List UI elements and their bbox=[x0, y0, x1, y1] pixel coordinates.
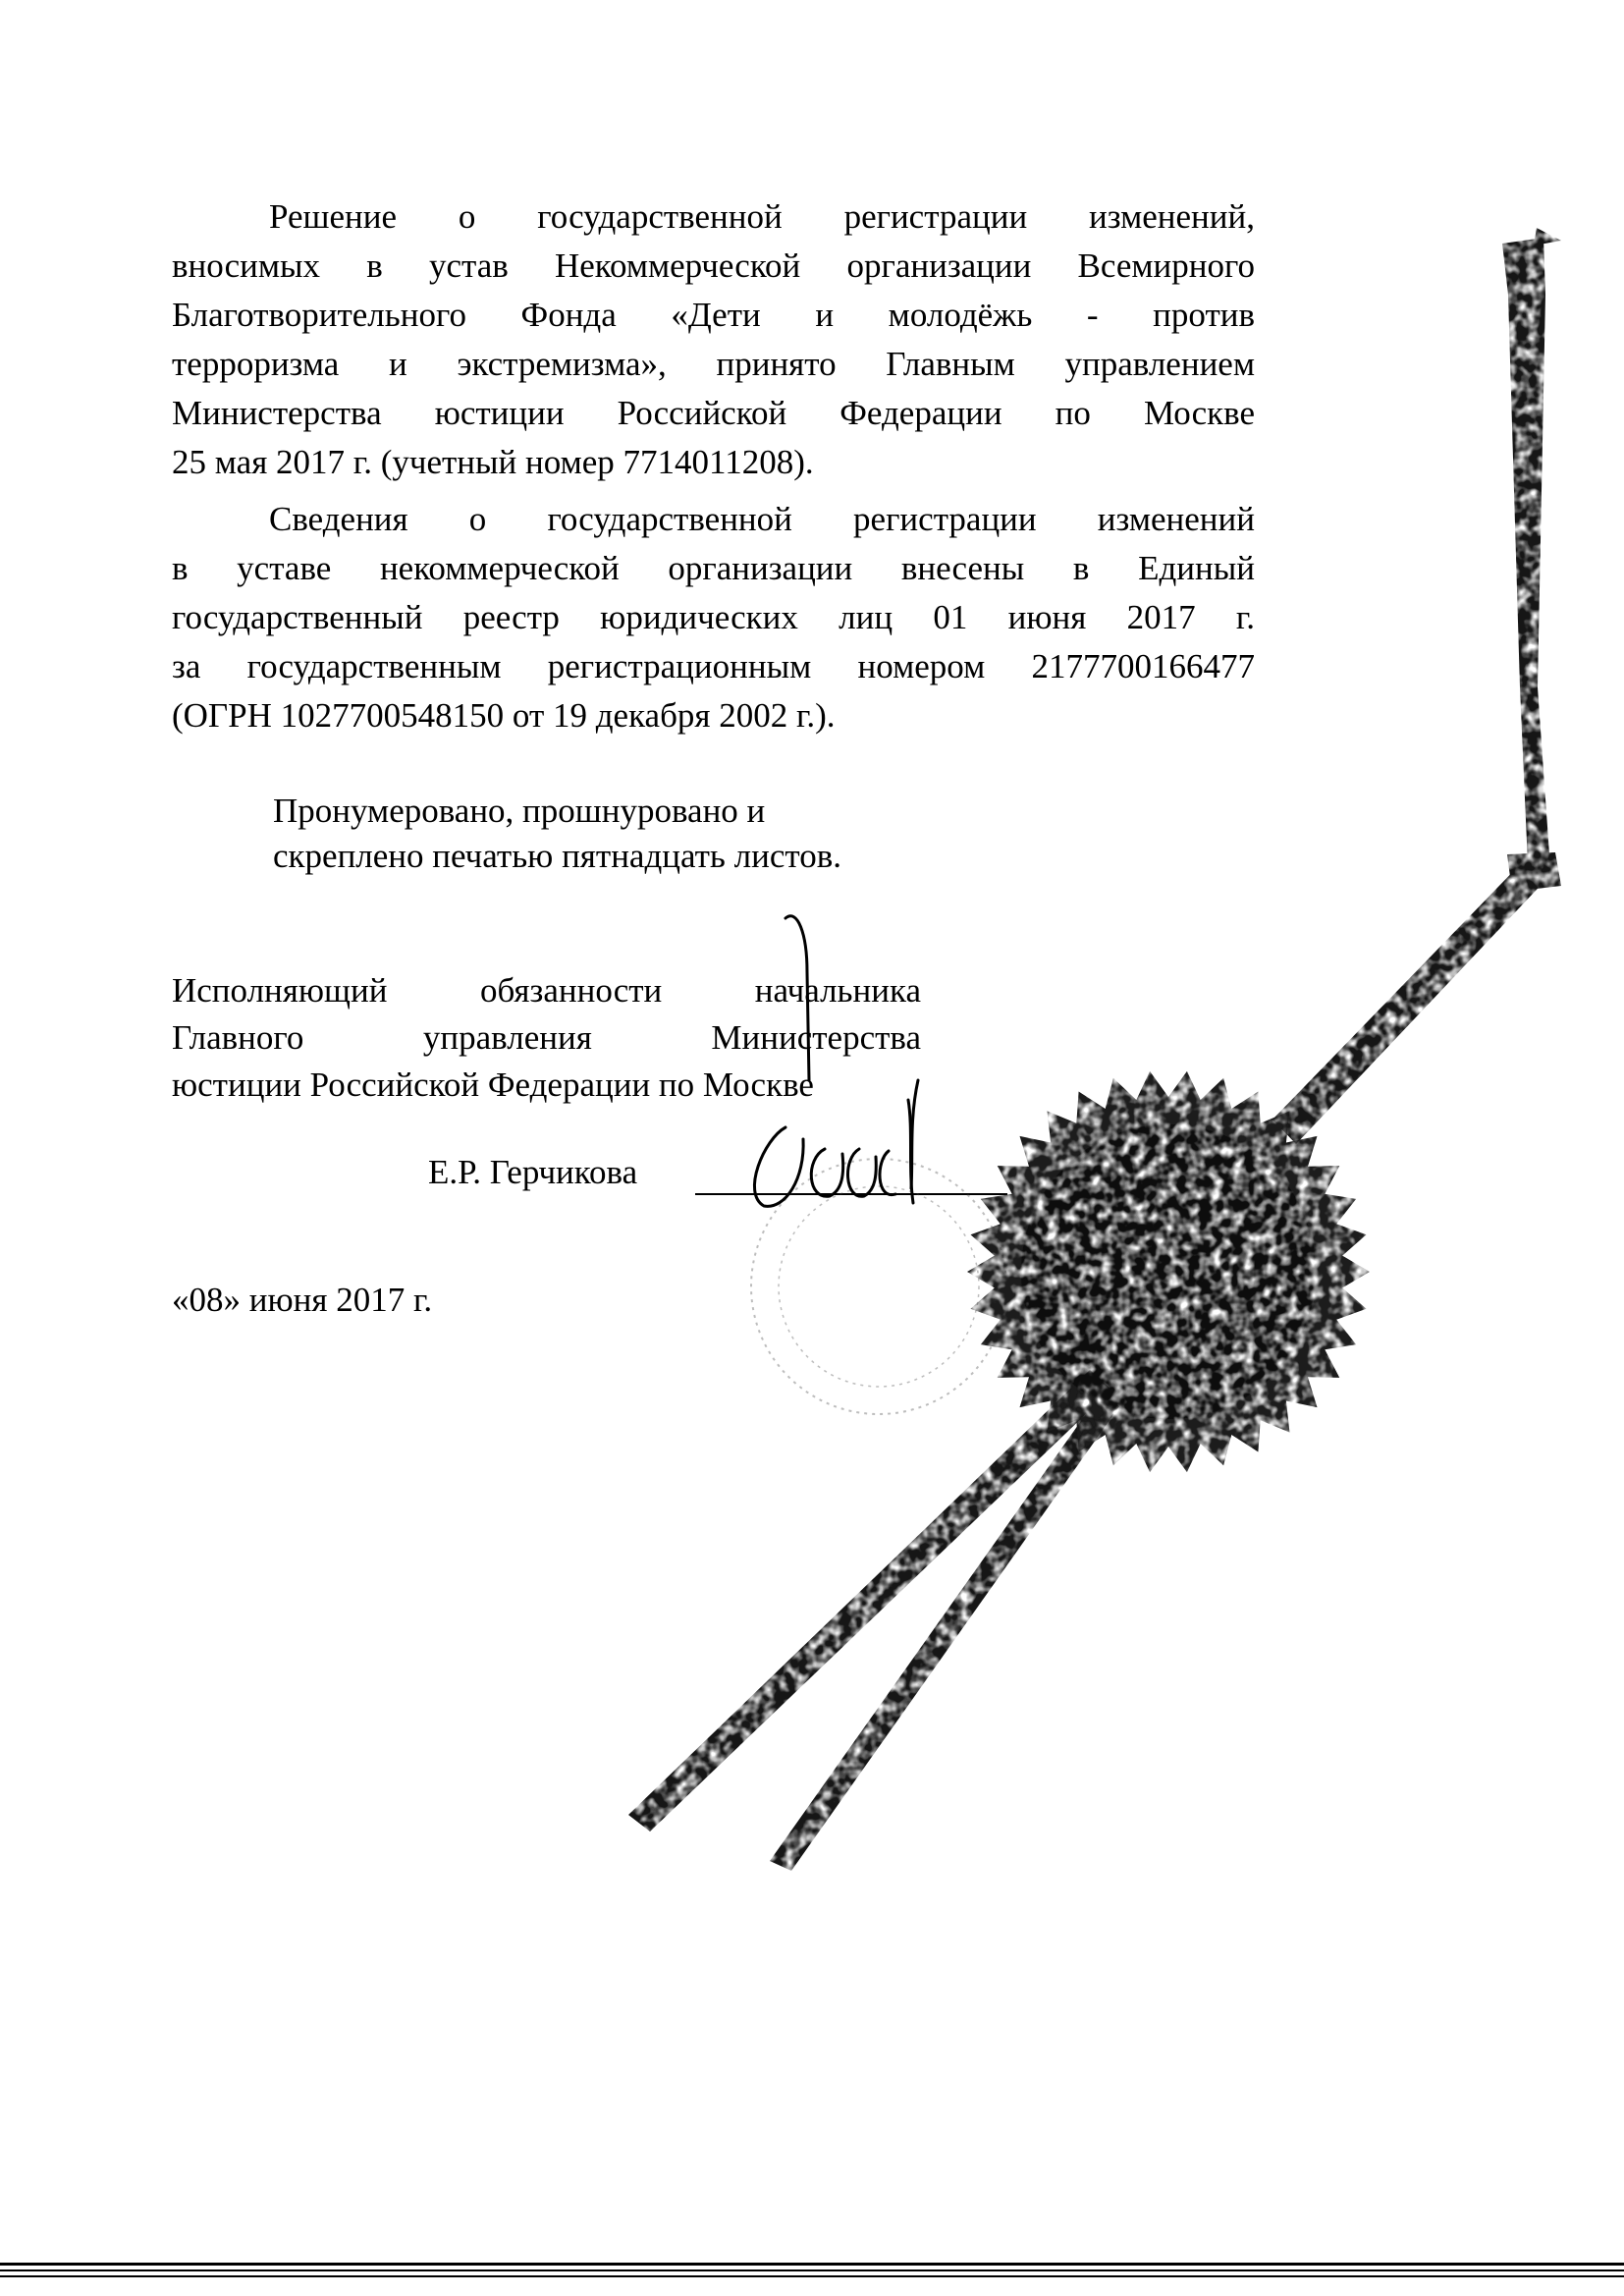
binding-note-line: Пронумеровано, прошнуровано и bbox=[273, 792, 766, 830]
paragraph-line: Решение о государственной регистрации изменений, bbox=[269, 197, 1255, 236]
paragraph-line: за государственным регистрационным номером 2177700166477 bbox=[172, 647, 1255, 685]
paragraph-line: (ОГРН 1027700548150 от 19 декабря 2002 г.). bbox=[172, 696, 836, 735]
paragraph-line: в уставе некоммерческой организации внесены в Единый bbox=[172, 549, 1255, 587]
paragraph-line: вносимых в устав Некоммерческой организации Всемирного bbox=[172, 246, 1255, 285]
binding-note bbox=[273, 789, 841, 879]
registration-decision-paragraph bbox=[172, 192, 1255, 487]
signatory-title-line: юстиции Российской Федерации по Москве bbox=[172, 1066, 814, 1104]
signatory-title-line: Главного управления Министерства bbox=[172, 1018, 921, 1057]
paragraph-line: 25 мая 2017 г. (учетный номер 7714011208). bbox=[172, 443, 814, 481]
paragraph-line: Сведения о государственной регистрации изменений bbox=[269, 500, 1255, 538]
registry-entry-paragraph bbox=[172, 495, 1255, 740]
binding-note-line: скреплено печатью пятнадцать листов. bbox=[273, 837, 841, 875]
signatory-title-line: Исполняющий обязанности начальника bbox=[172, 971, 921, 1010]
scan-edge-lines bbox=[0, 2259, 1624, 2296]
wax-seal bbox=[967, 1071, 1370, 1472]
signatory-name: Е.Р. Герчикова bbox=[428, 1153, 638, 1191]
round-stamp bbox=[751, 1159, 1006, 1414]
paragraph-line: государственный реестр юридических лиц 01 июня 2017 г. bbox=[172, 598, 1255, 636]
document-date: «08» июня 2017 г. bbox=[172, 1281, 433, 1319]
paragraph-line: Министерства юстиции Российской Федерации по Москве bbox=[172, 394, 1255, 432]
paragraph-line: Благотворительного Фонда «Дети и молодёжь - против bbox=[172, 296, 1255, 334]
signatory-title bbox=[172, 967, 921, 1109]
signature-line bbox=[695, 1193, 1007, 1195]
paragraph-line: терроризма и экстремизма», принято Главным управлением bbox=[172, 345, 1255, 383]
